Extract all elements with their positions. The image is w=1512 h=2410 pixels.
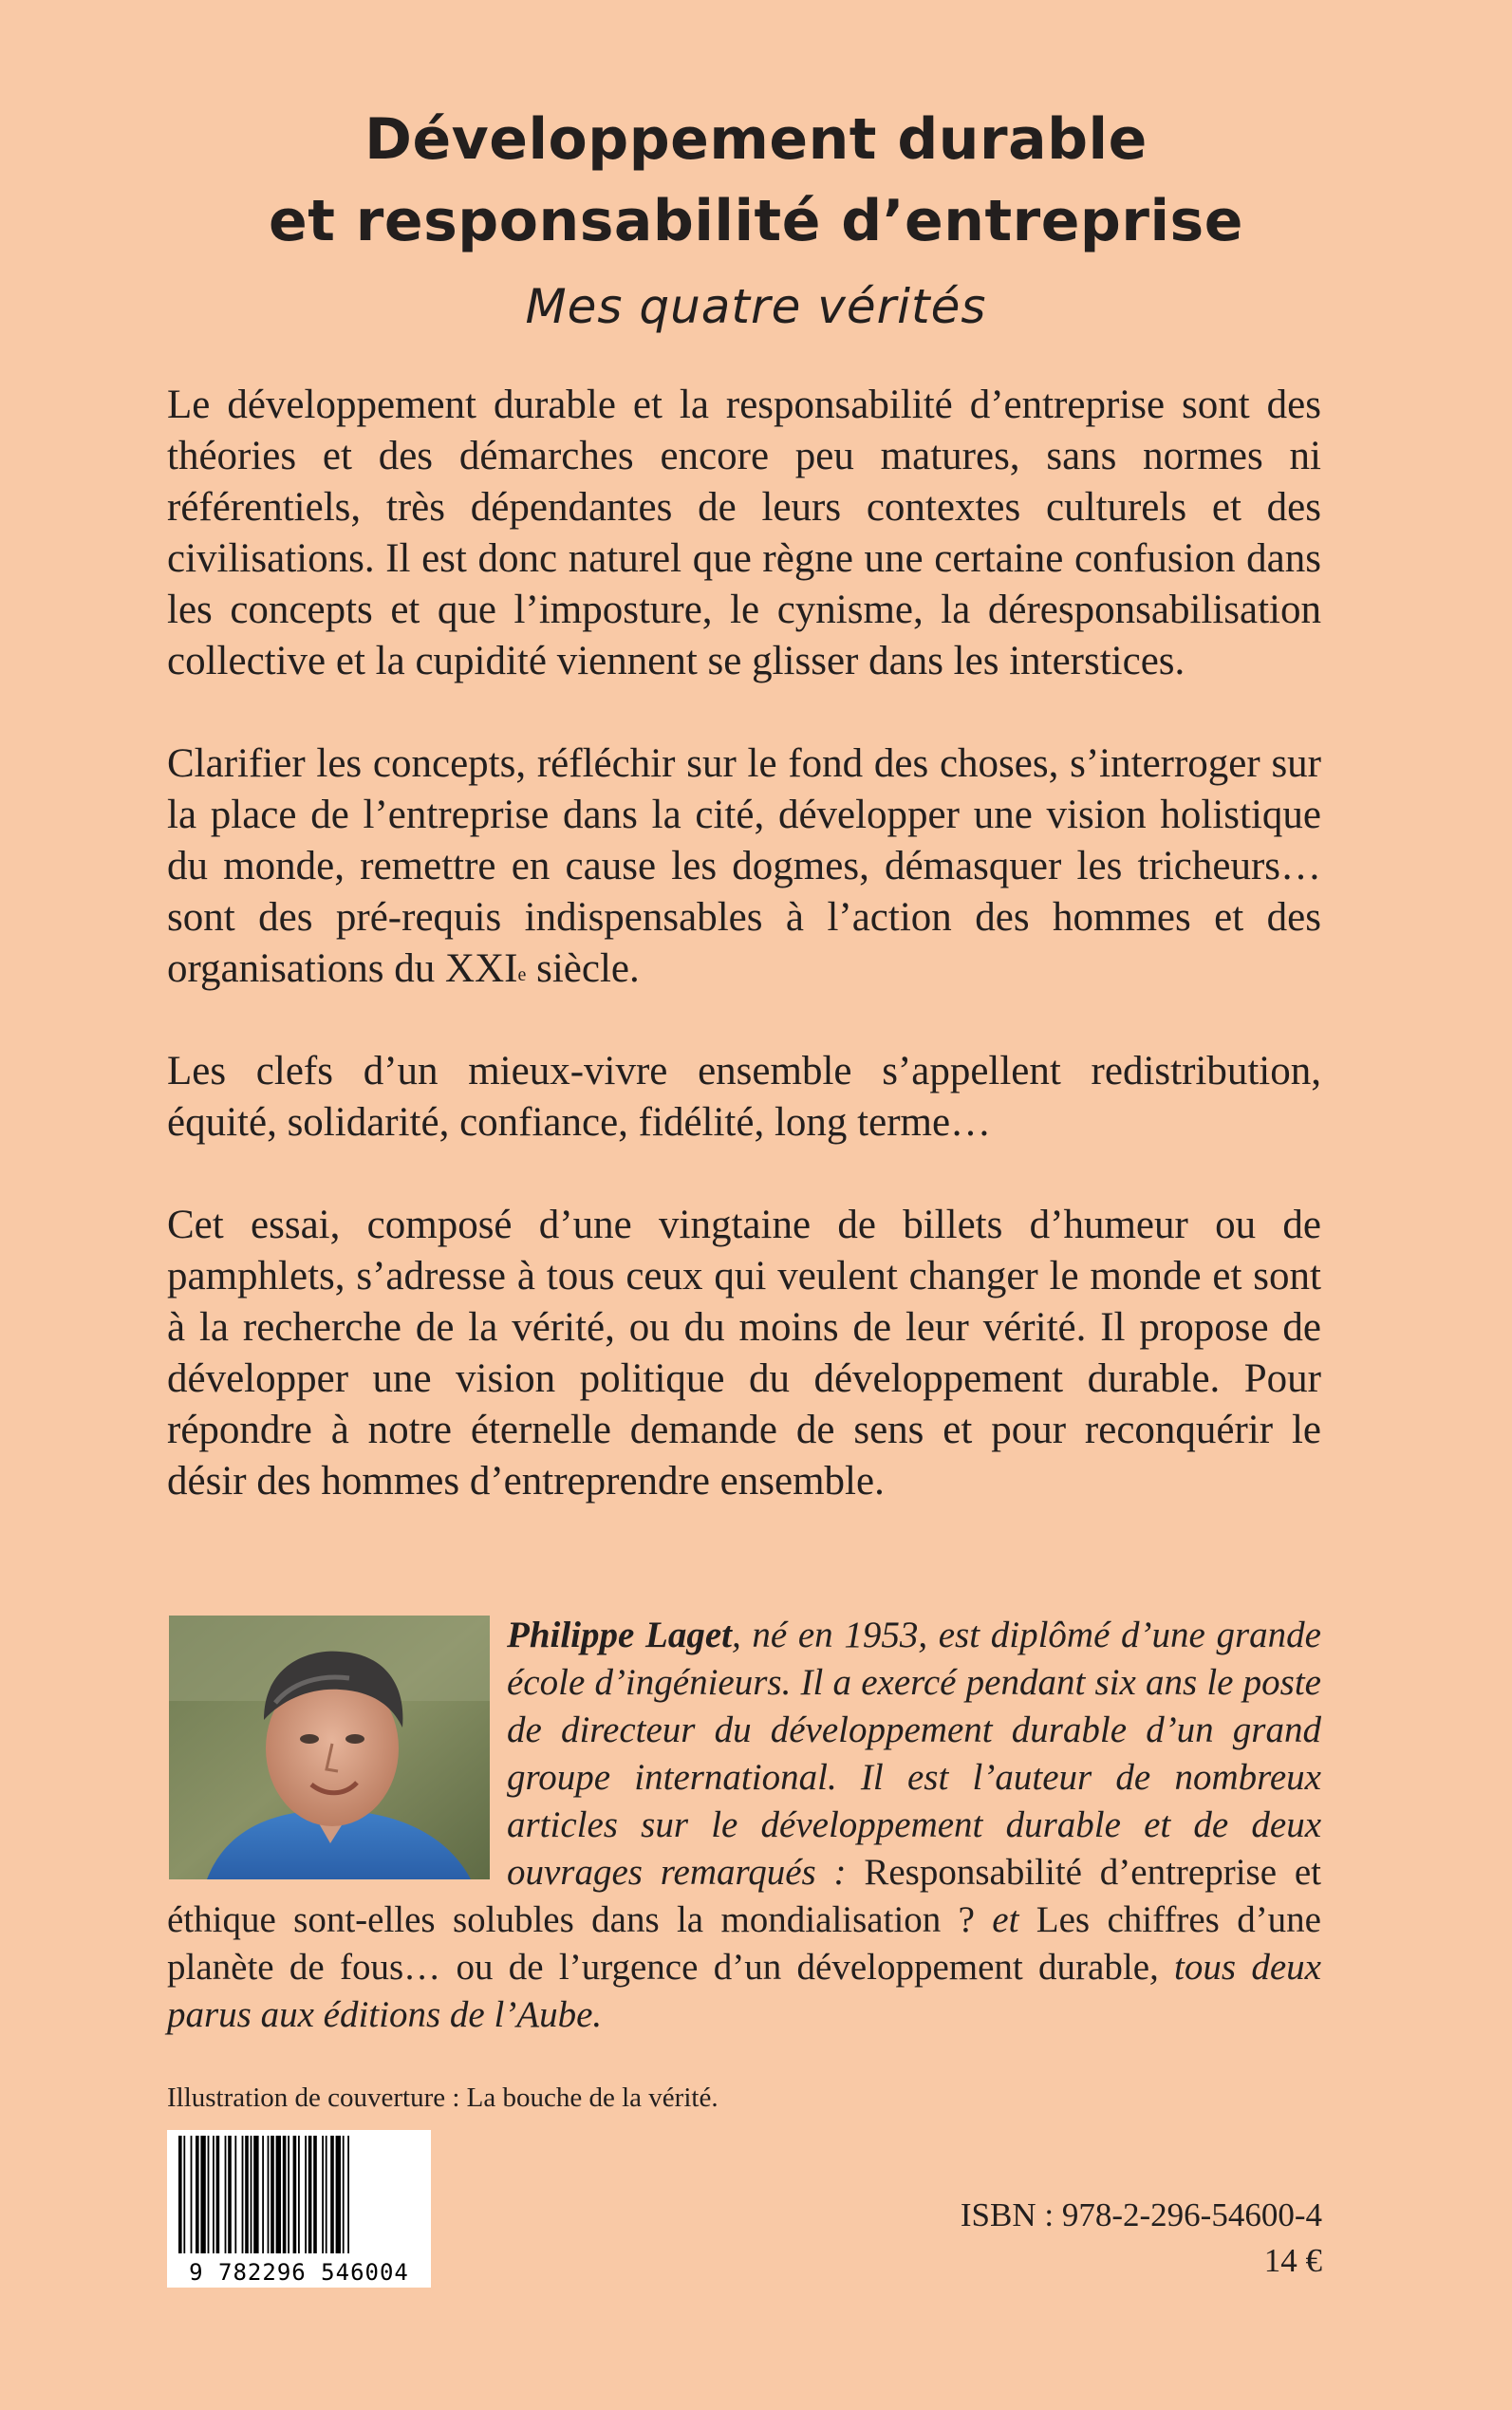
book-title-line-1: Développement durable [364, 106, 1148, 173]
author-bio-part-1: , né en 1953, est diplômé d’une grande école d’ingénieurs. Il a exercé pendant six ans le poste de directeur du développement durable d’un grand groupe international. Il est l’auteur de nombreux articles sur le développement durable et de deux ouvrages remarqués : [507, 1615, 1321, 1893]
barcode-bar [283, 2136, 287, 2253]
barcode-bar [298, 2136, 300, 2253]
barcode-bar [293, 2136, 297, 2253]
barcode-bar [208, 2136, 210, 2253]
summary-paragraph-1: Le développement durable et la responsabilité d’entreprise sont des théories et des démarches encore peu matures, sans normes ni référentiels, très dépendantes de leurs contextes culturels et des civilisations. Il est donc naturel que règne une certaine confusion dans les concepts et que l’imposture, le cynisme, la déresponsabilisation collective et la cupidité viennent se glisser dans les interstices. [167, 383, 1321, 683]
barcode-bar [225, 2136, 227, 2253]
summary-paragraph-2 [167, 738, 1321, 995]
barcode-bar [347, 2136, 349, 2253]
barcode-bar [268, 2136, 270, 2253]
book-subtitle: Mes quatre vérités [525, 279, 987, 334]
barcode-bar [196, 2136, 199, 2253]
barcode-image [167, 2130, 431, 2288]
isbn-number: ISBN : 978-2-296-54600-4 [960, 2196, 1322, 2233]
photo-spacer [167, 1612, 507, 1879]
author-bio [167, 1612, 1321, 2039]
summary-paragraph-2-end: siècle. [526, 946, 640, 991]
barcode-bar [271, 2136, 274, 2253]
barcode-bar [234, 2136, 236, 2253]
barcode-bar [305, 2136, 307, 2253]
barcode-bar [330, 2136, 334, 2253]
barcode-bar [251, 2136, 252, 2253]
summary-paragraph-2-text: Clarifier les concepts, réfléchir sur le fond des choses, s’interroger sur la place de l’entreprise dans la cité, développer une vision holistique du monde, remettre en cause les dogmes, démasquer les tricheurs… sont des pré-requis indispensables à l’action des hommes et des organisations du XXI [167, 741, 1321, 991]
barcode-bar [200, 2136, 205, 2253]
summary-paragraph-4: Cet essai, composé d’une vingtaine de billets d’humeur ou de pamphlets, s’adresse à tous ceux qui veulent changer le monde et sont à la recherche de la vérité, ou du moins de leur vérité. Il propose de développer une vision politique du développement durable. Pour répondre à notre éternelle demande de sens et pour reconquérir le désir des hommes d’entreprendre ensemble. [167, 1203, 1321, 1504]
author-name: Philippe Laget [507, 1615, 732, 1655]
superscript-e: e [517, 964, 527, 985]
book-title [0, 99, 1512, 262]
barcode-bar [336, 2136, 341, 2253]
barcode-bar [216, 2136, 220, 2253]
barcode-bar [253, 2136, 258, 2253]
barcode-bar [313, 2136, 317, 2253]
barcode-bar [308, 2136, 312, 2253]
barcode-bar [178, 2136, 182, 2253]
barcode-bar [322, 2136, 324, 2253]
barcode-digits: 9 782296 546004 [189, 2259, 409, 2286]
price: 14 € [1263, 2242, 1322, 2279]
barcode-bar [276, 2136, 281, 2253]
barcode-bar [228, 2136, 232, 2253]
book-title-1: Responsabilité d’entreprise et éthique sont-elles solubles dans la mondialisation ? [167, 1852, 1321, 1940]
barcode-bar [191, 2136, 193, 2253]
author-bio-connector: et [974, 1899, 1036, 1940]
barcode-bar [245, 2136, 249, 2253]
barcode-bars [178, 2136, 349, 2253]
barcode-bar [343, 2136, 345, 2253]
barcode-bar [326, 2136, 327, 2253]
author-bio-part-2: , tous deux parus aux éditions de l’Aube. [167, 1947, 1321, 2035]
barcode-bar [183, 2136, 185, 2253]
illustration-credit: Illustration de couverture : La bouche de la vérité. [167, 2083, 719, 2113]
barcode-bar [262, 2136, 264, 2253]
summary-text [167, 380, 1321, 1559]
book-title-line-2: et responsabilité d’entreprise [269, 188, 1243, 254]
barcode-bar [288, 2136, 289, 2253]
barcode-bar [213, 2136, 215, 2253]
barcode-bar [242, 2136, 244, 2253]
book-title-2: Les chiffres d’une planète de fous… ou de l’urgence d’un développement durable [167, 1899, 1321, 1988]
isbn-barcode [167, 2130, 431, 2288]
summary-paragraph-3: Les clefs d’un mieux-vivre ensemble s’appellent redistribution, équité, solidarité, confiance, fidélité, long terme… [167, 1049, 1321, 1145]
